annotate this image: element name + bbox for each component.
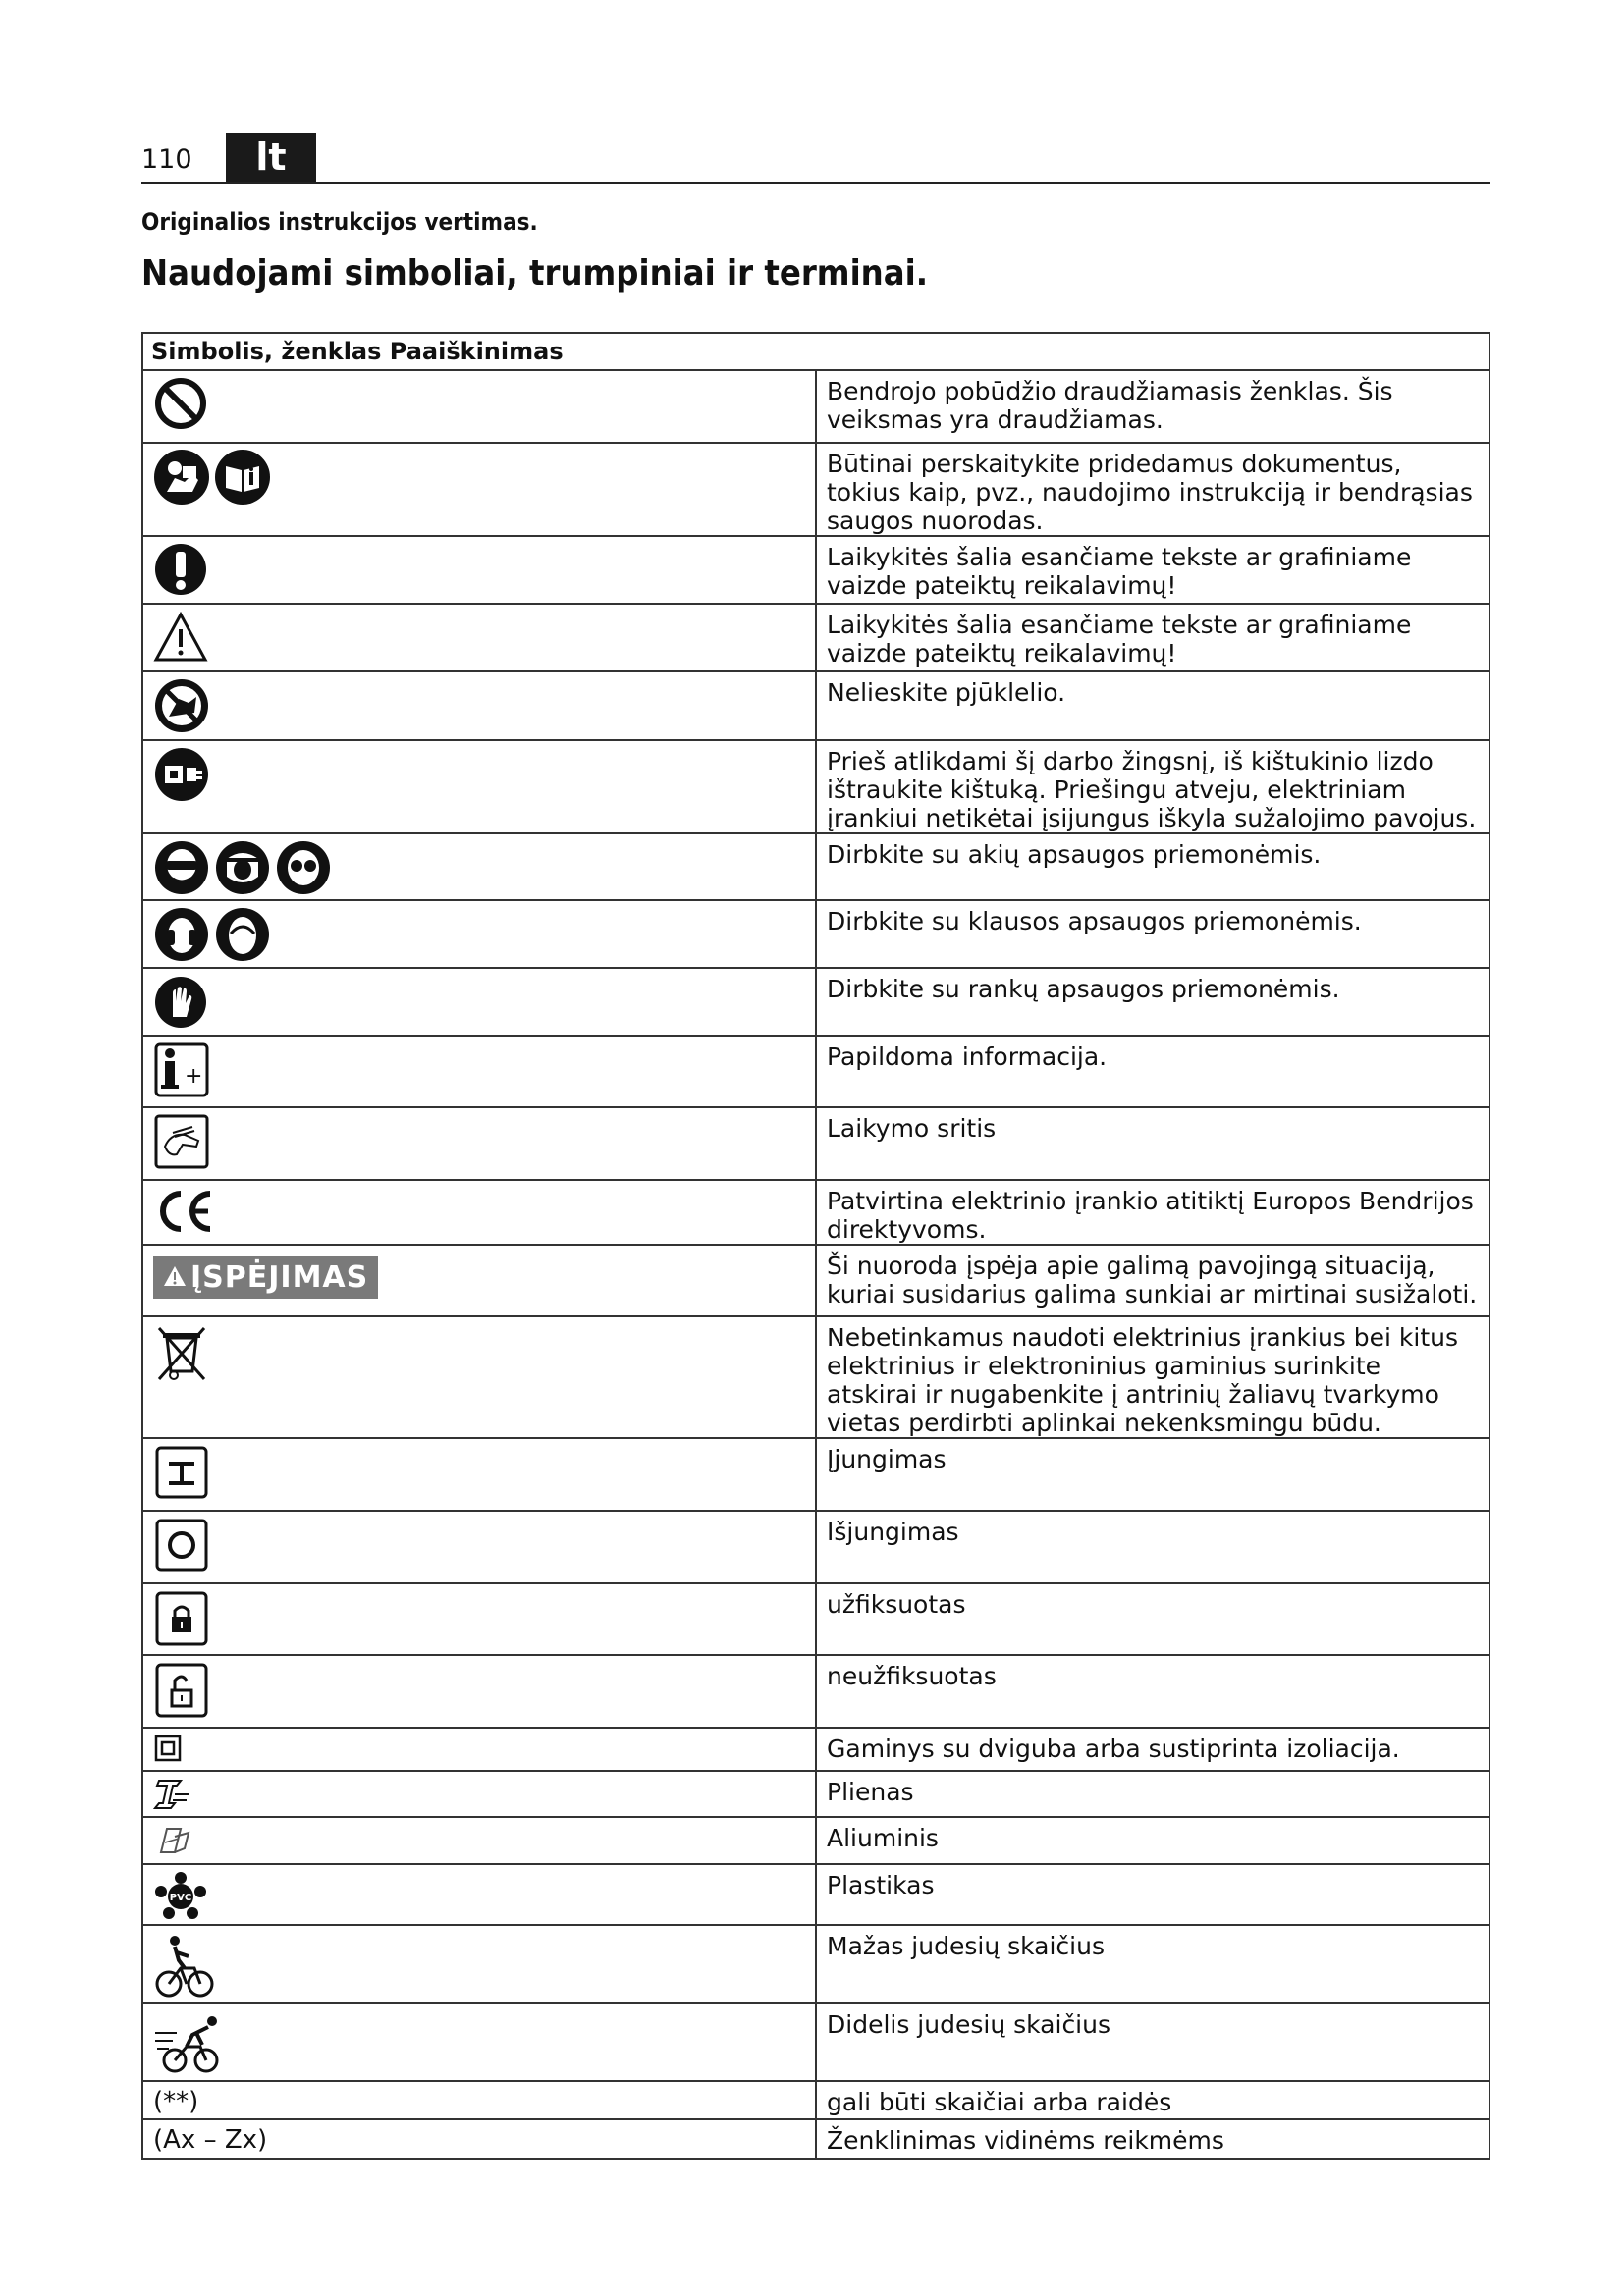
- unlocked-icon: [153, 1661, 210, 1720]
- ear-protection-icon: [153, 906, 210, 963]
- subtitle: Originalios instrukcijos vertimas.: [141, 208, 538, 236]
- language-tag: lt: [226, 133, 316, 182]
- meaning-cell: Dirbkite su rankų apsaugos priemonėmis.: [816, 968, 1489, 1036]
- eye-protection-icon: [153, 839, 210, 896]
- do-not-touch-blade-icon: [153, 677, 210, 734]
- symbol-cell: [142, 968, 816, 1036]
- col-meaning-header: Paaiškinimas: [389, 338, 564, 365]
- table-row: [142, 370, 1489, 443]
- table-row: [142, 1771, 1489, 1817]
- svg-text:+: +: [185, 1064, 203, 1089]
- page-title: Naudojami simboliai, trumpiniai ir terminai.: [141, 253, 929, 294]
- table-row: [142, 833, 1489, 900]
- mandatory-exclamation-icon: [153, 542, 208, 597]
- warning-badge: [153, 1256, 378, 1299]
- info-plus-icon: [153, 1041, 210, 1098]
- double-insulation-icon: [153, 1734, 183, 1763]
- col-symbol-header: Simbolis, ženklas: [151, 338, 382, 365]
- meaning-cell: Išjungimas: [816, 1511, 1489, 1583]
- meaning-cell: Dirbkite su akių apsaugos priemonėmis.: [816, 833, 1489, 900]
- prohibition-icon: [153, 376, 208, 431]
- meaning-cell: neužfiksuotas: [816, 1655, 1489, 1728]
- table-row: [142, 1817, 1489, 1864]
- meaning-cell: Laikykitės šalia esančiame tekste ar grafiniame vaizde pateiktų reikalavimų!: [816, 536, 1489, 604]
- symbol-cell: [142, 2119, 816, 2159]
- power-on-icon: [153, 1444, 210, 1501]
- symbol-cell: [142, 1655, 816, 1728]
- meaning-cell: Gaminys su dviguba arba sustiprinta izoliacija.: [816, 1728, 1489, 1771]
- table-row: [142, 968, 1489, 1036]
- symbol-text: (**): [153, 2087, 199, 2116]
- goggles-icon: [275, 839, 332, 896]
- meaning-cell: Nebetinkamus naudoti elektrinius įrankius bei kitus elektrinius ir elektroninius gaminius surinkite atskirai ir nugabenkite į antrinių žaliavų tvarkymo vietas perdirbti aplinkai nekenksmingu būdu.: [816, 1316, 1489, 1438]
- symbol-cell: [142, 1316, 816, 1438]
- table-row: [142, 1316, 1489, 1438]
- meaning-cell: užfiksuotas: [816, 1583, 1489, 1655]
- symbol-cell: [142, 1511, 816, 1583]
- symbol-cell: [142, 1245, 816, 1316]
- symbol-cell: [142, 1771, 816, 1817]
- table-row: [142, 1511, 1489, 1583]
- symbol-cell: [142, 443, 816, 536]
- symbols-table: [141, 332, 1490, 2160]
- symbol-cell: [142, 740, 816, 833]
- table-row: [142, 740, 1489, 833]
- symbol-cell: [142, 833, 816, 900]
- page-number: 110: [141, 144, 192, 175]
- meaning-cell: Plienas: [816, 1771, 1489, 1817]
- book-info-icon: [214, 449, 271, 506]
- table-row: [142, 1728, 1489, 1771]
- symbol-cell: [142, 536, 816, 604]
- symbol-cell: [142, 1036, 816, 1107]
- meaning-cell: Ši nuoroda įspėja apie galimą pavojingą situaciją, kuriai susidarius galima sunkiai ar mirtinai susižaloti.: [816, 1245, 1489, 1316]
- meaning-cell: Papildoma informacija.: [816, 1036, 1489, 1107]
- warning-badge-icon: [163, 1260, 187, 1295]
- face-shield-icon: [214, 839, 271, 896]
- meaning-cell: gali būti skaičiai arba raidės: [816, 2081, 1489, 2119]
- hand-protection-icon: [153, 974, 208, 1031]
- table-row: [142, 2119, 1489, 2159]
- warning-badge-label: ĮSPĖJIMAS: [190, 1260, 369, 1295]
- warning-triangle-icon: [153, 610, 208, 665]
- symbol-cell: [142, 1180, 816, 1245]
- meaning-cell: Didelis judesių skaičius: [816, 2003, 1489, 2081]
- table-row: [142, 2003, 1489, 2081]
- meaning-cell: Prieš atlikdami šį darbo žingsnį, iš kištukinio lizdo ištraukite kištuką. Priešingu atveju, elektriniam įrankiui netikėtai įsijungus iškyla sužalojimo pavojus.: [816, 740, 1489, 833]
- table-header-row: [142, 333, 1489, 370]
- steel-icon: [153, 1777, 192, 1812]
- meaning-cell: Nelieskite pjūklelio.: [816, 671, 1489, 740]
- page-header: [141, 133, 1490, 184]
- plastic-pvc-icon: [153, 1870, 208, 1921]
- meaning-cell: Būtinai perskaitykite pridedamus dokumentus, tokius kaip, pvz., naudojimo instrukciją ir bendrąsias saugos nuorodas.: [816, 443, 1489, 536]
- high-speed-icon: [153, 2009, 228, 2078]
- meaning-cell: Bendrojo pobūdžio draudžiamasis ženklas. Šis veiksmas yra draudžiamas.: [816, 370, 1489, 443]
- table-row: [142, 1245, 1489, 1316]
- ce-mark-icon: [153, 1186, 216, 1237]
- table-row: [142, 2081, 1489, 2119]
- meaning-cell: Mažas judesių skaičius: [816, 1925, 1489, 2003]
- table-row: [142, 900, 1489, 968]
- symbol-cell: [142, 1728, 816, 1771]
- meaning-cell: Laikymo sritis: [816, 1107, 1489, 1180]
- table-row: [142, 1438, 1489, 1511]
- svg-text:PVC: PVC: [169, 1893, 192, 1903]
- table-row: [142, 1583, 1489, 1655]
- meaning-cell: Plastikas: [816, 1864, 1489, 1925]
- table-row: [142, 671, 1489, 740]
- table-row: [142, 1864, 1489, 1925]
- power-off-icon: [153, 1517, 210, 1574]
- table-row: [142, 1655, 1489, 1728]
- symbol-text: (Ax – Zx): [153, 2125, 268, 2155]
- unplug-icon: [153, 746, 210, 803]
- symbol-cell: [142, 2003, 816, 2081]
- ear-muffs-icon: [214, 906, 271, 963]
- table-row: [142, 1925, 1489, 2003]
- symbol-cell: [142, 1438, 816, 1511]
- meaning-cell: Aliuminis: [816, 1817, 1489, 1864]
- symbol-cell: [142, 1107, 816, 1180]
- weee-bin-icon: [153, 1322, 210, 1383]
- symbol-cell: [142, 1817, 816, 1864]
- aluminium-icon: [153, 1823, 192, 1858]
- meaning-cell: Laikykitės šalia esančiame tekste ar grafiniame vaizde pateiktų reikalavimų!: [816, 604, 1489, 671]
- table-header: [142, 333, 1489, 370]
- table-row: [142, 604, 1489, 671]
- low-speed-icon: [153, 1931, 216, 2000]
- symbol-cell: [142, 604, 816, 671]
- symbol-cell: [142, 1864, 816, 1925]
- symbol-cell: [142, 1583, 816, 1655]
- symbol-cell: [142, 370, 816, 443]
- meaning-cell: Patvirtina elektrinio įrankio atitiktį Europos Bendrijos direktyvoms.: [816, 1180, 1489, 1245]
- read-manual-icon: [153, 449, 210, 506]
- table-row: [142, 1180, 1489, 1245]
- grip-area-icon: [153, 1113, 210, 1170]
- meaning-cell: Dirbkite su klausos apsaugos priemonėmis.: [816, 900, 1489, 968]
- table-row: [142, 443, 1489, 536]
- meaning-cell: Ženklinimas vidinėms reikmėms: [816, 2119, 1489, 2159]
- symbol-cell: [142, 900, 816, 968]
- table-row: [142, 536, 1489, 604]
- locked-icon: [153, 1589, 210, 1648]
- symbol-cell: [142, 1925, 816, 2003]
- table-row: [142, 1036, 1489, 1107]
- symbol-cell: [142, 2081, 816, 2119]
- meaning-cell: Įjungimas: [816, 1438, 1489, 1511]
- table-row: [142, 1107, 1489, 1180]
- symbol-cell: [142, 671, 816, 740]
